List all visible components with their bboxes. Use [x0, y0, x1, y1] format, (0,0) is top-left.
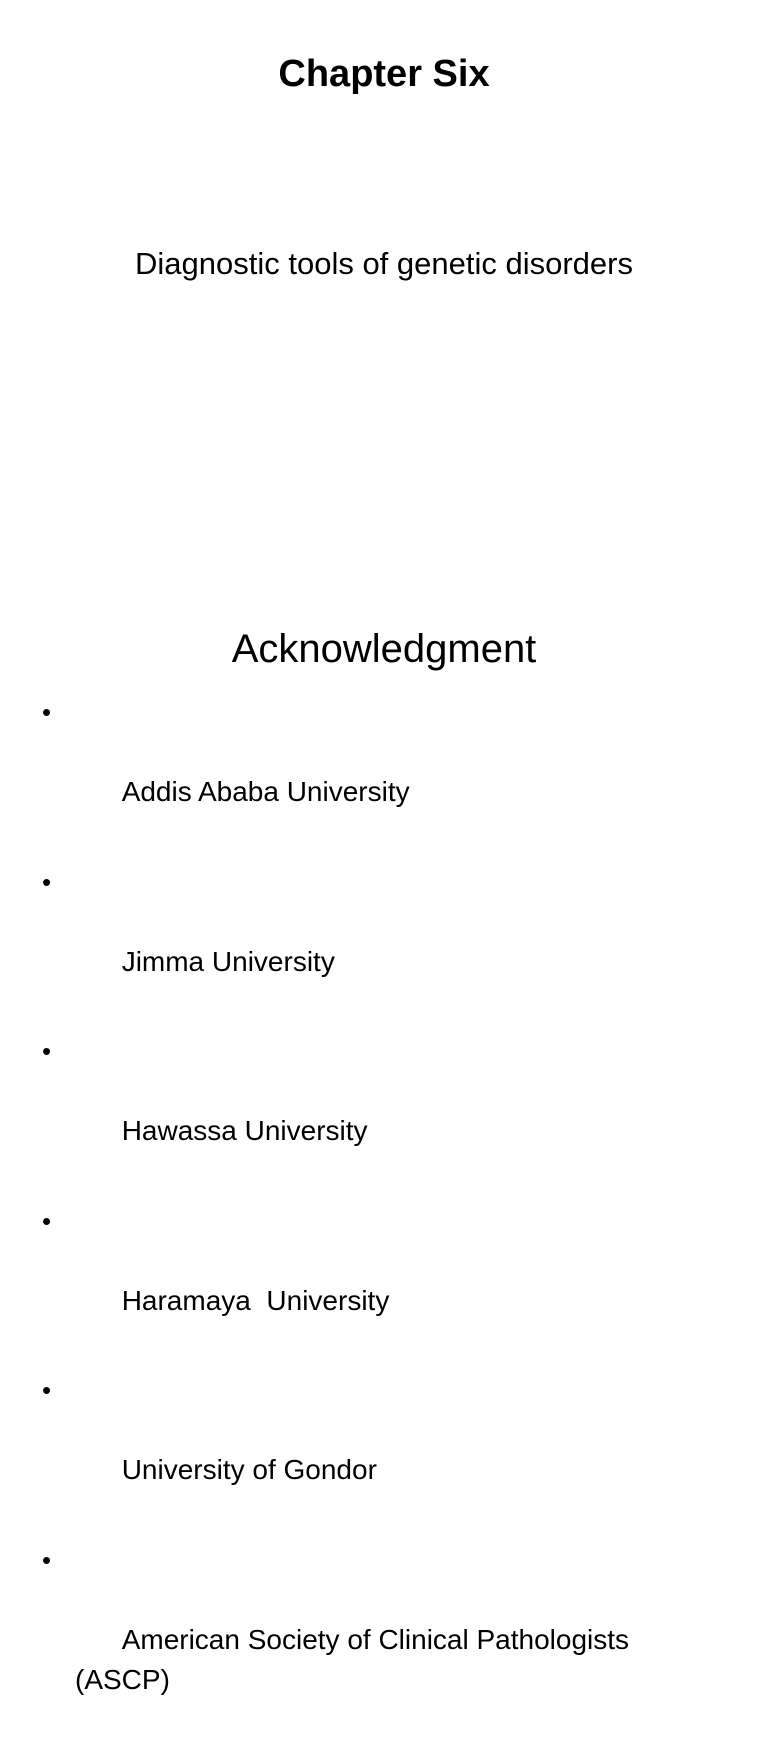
- bullet-icon: •: [42, 1036, 52, 1066]
- list-item: [42, 1201, 682, 1361]
- slide-chapter: [0, 0, 768, 600]
- bullet-icon: •: [42, 1544, 52, 1575]
- list-item-text: Hawassa University: [121, 1115, 368, 1146]
- list-item-text: Addis Ababa University: [121, 776, 410, 807]
- list-item-text: American Society of Clinical Pathologists (ASCP): [75, 1623, 637, 1695]
- acknowledgment-title: Acknowledgment: [231, 627, 537, 671]
- chapter-title: Chapter Six: [278, 53, 490, 95]
- list-item-text: Jimma University: [121, 945, 335, 977]
- list-item: [42, 1540, 682, 1740]
- list-item-text: Haramaya University: [121, 1284, 390, 1316]
- list-item-text: University of Gondor: [121, 1454, 377, 1485]
- slide-acknowledgment: [0, 600, 768, 1695]
- bullet-icon: •: [42, 866, 52, 897]
- list-item: [42, 1031, 682, 1191]
- list-item: [42, 1370, 682, 1530]
- bullet-icon: •: [42, 697, 52, 727]
- list-item: [42, 862, 682, 1022]
- bullet-icon: •: [42, 1375, 52, 1405]
- acknowledgment-list: [42, 692, 682, 1749]
- chapter-subtitle: Diagnostic tools of genetic disorders: [135, 246, 633, 281]
- bullet-icon: •: [42, 1205, 52, 1236]
- list-item: [42, 692, 682, 852]
